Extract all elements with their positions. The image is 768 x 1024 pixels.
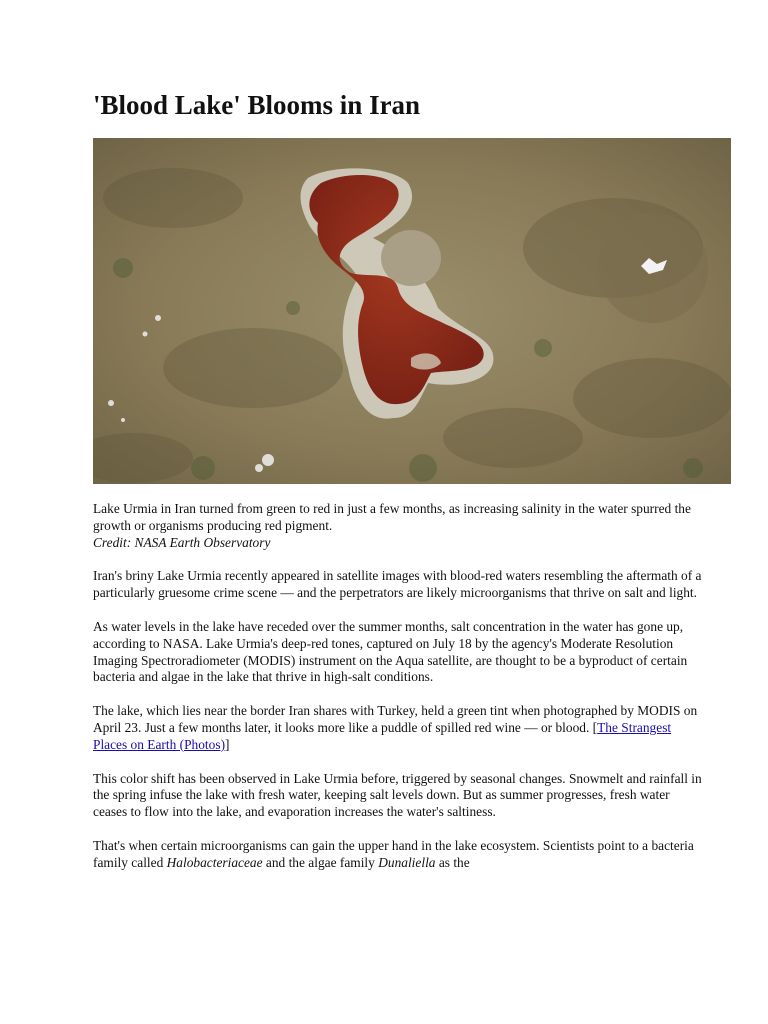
paragraph-3-close: ] xyxy=(225,736,230,752)
paragraph-5-text-c: as the xyxy=(435,854,470,870)
paragraph-2: As water levels in the lake have receded over the summer months, salt concentration in the water has gone up, according to NASA. Lake Urmia's deep-red tones, captured on July 18 by the agency's Moderate Resolution Imaging Spectroradiometer (MODIS) instrument on the Aqua satellite, are thought to be a byproduct of certain bacteria and algae in the lake that thrive in high-salt conditions. xyxy=(93,618,688,685)
article-body xyxy=(93,501,705,889)
paragraph-3-text: The lake, which lies near the border Iran shares with Turkey, held a green tint when photographed by MODIS on April 23. Just a few months later, it looks more like a puddle of spilled red wine — or blood. [ xyxy=(93,703,698,735)
photo-credit: Credit: NASA Earth Observatory xyxy=(93,534,271,550)
paragraph-3 xyxy=(93,703,705,753)
photo-caption xyxy=(93,501,705,551)
lake-urmia-image xyxy=(93,138,731,484)
paragraph-4: This color shift has been observed in Lake Urmia before, triggered by seasonal changes. Snowmelt and rainfall in the spring infuse the lake with fresh water, keeping salt levels down. But as summer progresses, fresh water ceases to flow into the lake, and evaporation increases the water's saltiness. xyxy=(93,770,702,820)
dunaliella-term: Dunaliella xyxy=(378,854,436,870)
page-title: 'Blood Lake' Blooms in Iran xyxy=(93,90,421,120)
caption-text: Lake Urmia in Iran turned from green to red in just a few months, as increasing salinity in the water spurred the growth or organisms producing red pigment. xyxy=(93,501,691,533)
paragraph-5-text-a: That's when certain microorganisms can gain the upper hand in the lake ecosystem. Scientists point to a bacteria family called xyxy=(93,837,694,870)
paragraph-1: Iran's briny Lake Urmia recently appeared in satellite images with blood-red waters resembling the aftermath of a particularly gruesome crime scene — and the perpetrators are likely microorganisms that thrive on salt and light. xyxy=(93,568,702,601)
paragraph-5 xyxy=(93,838,705,872)
paragraph-5-text-b: and the algae family xyxy=(262,854,379,870)
halobacteriaceae-term: Halobacteriaceae xyxy=(166,854,263,870)
strangest-places-link[interactable]: The Strangest Places on Earth (Photos) xyxy=(93,719,672,752)
satellite-photo xyxy=(93,138,731,484)
